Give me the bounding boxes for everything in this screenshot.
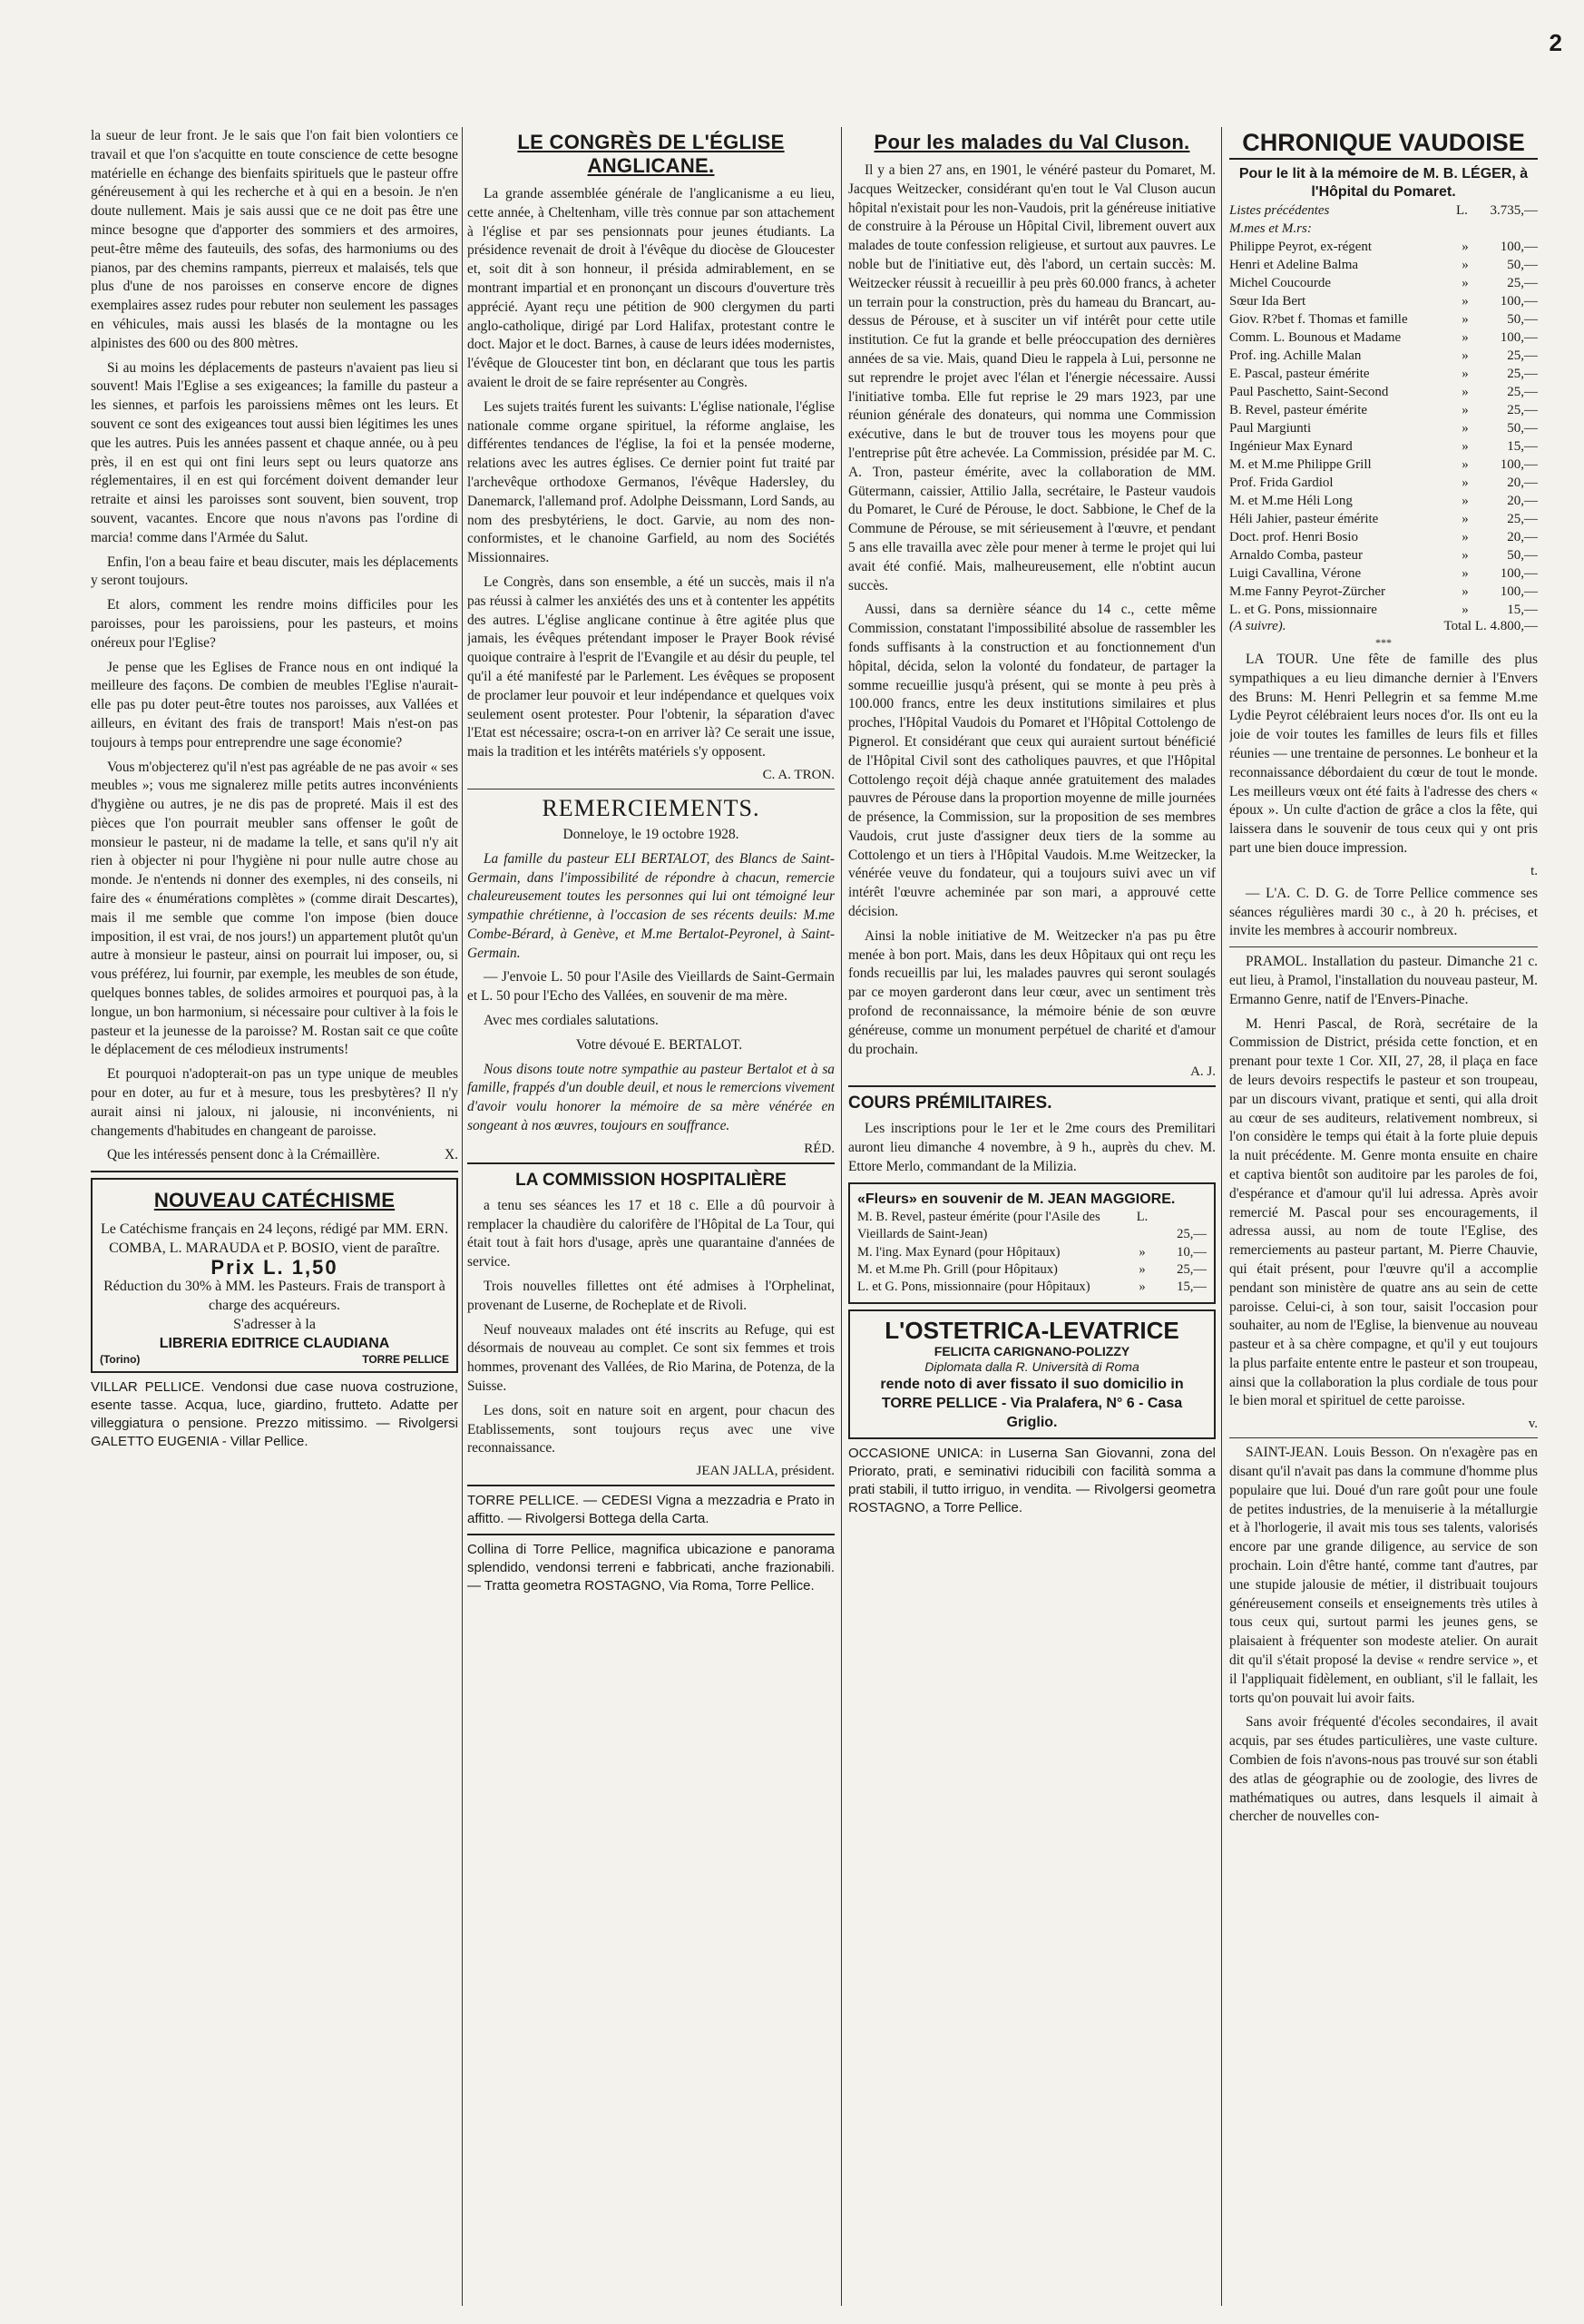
ditto-mark: » [1462, 530, 1469, 544]
divider [848, 1085, 1216, 1087]
ditto-mark: » [1462, 512, 1469, 526]
section-title: LA COMMISSION HOSPITALIÈRE [515, 1170, 787, 1190]
donor-name: Paul Margiunti [1229, 421, 1312, 436]
donor-row [1229, 492, 1538, 510]
divider [467, 1485, 835, 1486]
column-rule [1221, 127, 1222, 2306]
ditto-mark: » [1462, 439, 1469, 454]
section-title: REMERCIEMENTS. [542, 794, 760, 821]
paragraph: Ainsi la noble initiative de M. Weitzecker n'a pas pu être menée à bon port. Mais, dans les deux Hôpitaux qui ont reçu les fonds recueillis par lui, les malades pauvres qui seront soulagés par ce moyen garderont dans leur cœur, avec un sentiment très profond de reconnaissance, la mémoire bénie de son œuvre généreuse, comme un monument perpétuel de charité et d'amour du prochain. [848, 927, 1216, 1057]
amount: 25,— [1507, 385, 1538, 399]
amount: 100,— [1500, 294, 1538, 309]
paragraph: Et pourquoi n'adopterait-on pas un type unique de meubles pour en doter, au fur et à mesure, tous les presbytères? Il n'y aurait ainsi ni jaloux, ni jalousie, ni inconvénients, ni changements d'habitudes en changeant de paroisse. [91, 1066, 458, 1139]
paragraph: Le Congrès, dans son ensemble, a été un succès, mais il n'a pas réussi à calmer les anxiétés des uns et à contenter les appétits des autres. L'église anglicane continue à être agitée plus que jamais, les évêques prétendant imposer le Prayer Book révisé quoique contraire à l'esprit de l'Evangile et au désir du peuple, tel qu'il a été manifesté par le Parlement. Les évêques se proposent de proclamer leur pouvoir et leur indépendance et quelques voix seulement osent protester. Pour l'obtenir, la séparation d'avec l'Etat est nécessaire; oscra-t-on en arriver là? Ce serait une issue, mais la tradition et les intérêts matériels s'y opposent. [467, 574, 835, 760]
paragraph: Enfin, l'on a beau faire et beau discuter, mais les déplacements y seront toujours. [91, 554, 458, 589]
ditto-mark: » [1462, 457, 1469, 472]
donor-name: E. Pascal, pasteur émérite [1229, 367, 1370, 381]
donor-name: M. et M.me Héli Long [1229, 494, 1353, 508]
donor-row [1229, 347, 1538, 365]
paragraph: Si au moins les déplacements de pasteurs n'avaient pas lieu si souvent! Mais l'Eglise a ses exigeances; la famille du pasteur a les siennes, et parfois les paroissiens mêmes ont les leurs. Et souvent ce sont des exigeances tout aussi bien légitimes les unes que les autres. Puis les années passent et chaque année, ou à peu près, il en est qui ont fini leurs sept ou leurs quatorze ans réglementaires, il en est qui forcément doivent demander leur retraite et ainsi les paroisses sont souvent, bien souvent, trop souvent, vacantes. Encore que nous n'avons pas l'ordine di marcia! comme dans l'Armée du Salut. [91, 359, 458, 545]
paragraph: a tenu ses séances les 17 et 18 c. Elle a dû pourvoir à remplacer la chaudière du calorifère de l'Hôpital de La Tour, qui était tout à fait hors d'usage, après une quarantaine d'années de service. [467, 1197, 835, 1270]
paragraph: Votre dévoué E. BERTALOT. [575, 1036, 743, 1053]
city-right: TORRE PELLICE [362, 1353, 449, 1367]
donor-row [1229, 328, 1538, 347]
section-title: COURS PRÉMILITAIRES. [848, 1093, 1052, 1113]
donation-list [1229, 201, 1538, 619]
to-follow: (A suivre). [1229, 619, 1286, 633]
ditto-mark: » [1462, 276, 1469, 290]
amount: 50,— [1507, 312, 1538, 327]
donation-row [857, 1209, 1207, 1244]
paragraph: LA TOUR. Une fête de famille des plus sympathiques a eu lieu dimanche dernier à l'Envers des Bruns: M. Henri Pellegrin et sa femme M.me Lydie Peyrot célébraient leurs noces d'or. Ils ont eu la joie de voir toutes les familles de leurs fils et filles réunies — une trentaine de personnes. Le bonheur et la reconnaissance débordaient du cœur de tout le monde. Les meilleurs vœux ont été faits à l'adresse des chers « époux ». Un culte d'action de grâce a clos la fête, qui laissera dans le souvenir de tous ceux qui y ont pris part une bien douce impression. [1229, 652, 1538, 856]
donor-row [1229, 601, 1538, 619]
donor-row [1229, 437, 1538, 456]
column-1 [91, 127, 458, 2306]
ad-title: L'OSTETRICA-LEVATRICE [885, 1316, 1179, 1344]
amount: 15,— [1507, 603, 1538, 617]
total [1443, 619, 1538, 634]
amount: 50,— [1507, 421, 1538, 436]
donor-name: Prof. Frida Gardiol [1229, 476, 1334, 490]
page-number: 2 [1549, 29, 1562, 56]
amount: 50,— [1507, 548, 1538, 563]
ad-text: S'adresser à la [233, 1317, 316, 1333]
ditto-mark: » [1462, 476, 1469, 490]
currency: » [1139, 1280, 1146, 1295]
closing-text: Que les intéressés pensent donc à la Crémaillère. [107, 1147, 380, 1163]
ditto-mark: » [1462, 603, 1469, 617]
donor-name: Prof. ing. Achille Malan [1229, 348, 1362, 363]
ad-price: Prix L. 1,50 [210, 1256, 338, 1280]
paragraph [91, 1146, 458, 1165]
paragraph: Trois nouvelles fillettes ont été admises à l'Orphelinat, provenant de Luserne, de Rocheplate et de Rivoli. [467, 1279, 835, 1313]
donor-name: Sœur Ida Bert [1229, 294, 1306, 309]
donor-row [1229, 256, 1538, 274]
donor-row [1229, 510, 1538, 528]
donor-name: Arnaldo Comba, pasteur [1229, 548, 1364, 563]
donor-name: B. Revel, pasteur émérite [1229, 403, 1368, 417]
paragraph: Vous m'objecterez qu'il n'est pas agréable de ne pas avoir « ses meubles »; vous me signalerez mille petits autres inconvénients d'hygiène ou autres, je ne dis pas de propreté. Mais il est des pièces que l'on pourrait meubler sans offenser le goût de monsieur le pasteur, ni de madame la telle, et sans qu'il n'y ait rien à objecter ni pour l'hygiène ni pour nulle autre chose au monde. Je n'entends ni donner des exemples, ni des conseils, ni faire des « énumérations complètes » (comme dirait Descartes), mais il me semble que comme l'on impose (bien douce imposition, il est vrai, de nos jours!) un appartement plutôt qu'un autre à monsieur le pasteur, ainsi on pourrait lui imposer, ou, si vous préférez, lui fournir, par exemple, les meubles de son étude, quelques bonnes tables, de solides armoires et pourquoi pas, à la longue, un bon harmonium, si nécessaire pour cultiver à la fois le pasteur et la jeunesse de la paroisse? M. Rostan sait ce que coûte le déplacement de ces mélodieux instruments! [91, 759, 458, 1058]
ditto-mark: » [1462, 584, 1469, 599]
donor-name: M. et M.me Philippe Grill [1229, 457, 1372, 472]
amount: 25,— [1507, 276, 1538, 290]
amount: 3.735,— [1490, 203, 1538, 218]
paragraph: La grande assemblée générale de l'anglicanisme a eu lieu, cette année, à Cheltenham, ville très connue par son attachement à l'église et par ses pensionnats pour jeunes étudiants. La présidence revenait de droit à l'évêque du diocèse de Gloucester et, soit dit à son honneur, il présida admirablement, en se montrant impartial et en prononçant un discours d'ouverture très apprécié. Ayant reçu une pétition de 900 clergymen du parti anglo-catholique, dirigé par Lord Halifax, protestant contre le doct. Major et le doct. Barnes, à cause de leurs idées modernistes, l'évêque de Gloucester tint bon, en déclarant que tous les partis avaient le droit de se faire représenter au Congrès. [467, 186, 835, 390]
amount: 25,— [1507, 512, 1538, 526]
signature: X. [445, 1147, 458, 1163]
signature: A. J. [1190, 1064, 1216, 1080]
total-label: Total L. [1443, 619, 1487, 633]
paragraph: Neuf nouveaux malades ont été inscrits au Refuge, qui est désormais de nouveau au complet. Ce sont six femmes et trois hommes, provenant des Vallées, de Rio Marina, de Potenza, de la Suisse. [467, 1321, 835, 1395]
list-label: M.mes et M.rs: [1229, 221, 1312, 236]
ditto-mark: » [1462, 403, 1469, 417]
donation-row [857, 1244, 1207, 1261]
paragraph: Avec mes cordiales salutations. [484, 1013, 659, 1029]
paragraph: SAINT-JEAN. Louis Besson. On n'exagère pas en disant qu'il n'avait pas dans la commune d'homme plus populaire que lui. Doué d'un rare goût pour une foule de petites industries, de la menuiserie à la métallurgie et à l'horlogerie, il avait mis tous ses talents, valorisés encore par une grande diligence, au service de son prochain. Loin d'être hanté, comme tant d'autres, par une stupide jalousie de métier, il distribuait toujours généreusement conseils et enseignements très utiles à tous ceux qui, surtout parmi les jeunes gens, se plaisaient à fréquenter son modeste atelier. On aurait dit qu'il s'était proposé la devise « rendre service », et il l'appliquait fidèlement, en oubliant, s'il le fallait, les torts qu'on pouvait lui avoir faits. [1229, 1445, 1538, 1706]
ditto-mark: » [1462, 258, 1469, 272]
ditto-mark: » [1462, 385, 1469, 399]
amount: 20,— [1507, 530, 1538, 544]
donor-row [1229, 474, 1538, 492]
ditto-mark: » [1462, 294, 1469, 309]
ditto-mark: » [1462, 240, 1469, 254]
divider [467, 1534, 835, 1535]
amount: 100,— [1500, 240, 1538, 254]
donor-row [1229, 401, 1538, 419]
paragraph: PRAMOL. Installation du pasteur. Dimanche 21 c. eut lieu, à Pramol, l'installation du nouveau pasteur, M. Ermanno Genre, natif de l'Envers-Pinache. [1229, 954, 1538, 1007]
column-rule [841, 127, 842, 2306]
donor-row [1229, 528, 1538, 546]
ditto-mark: » [1462, 421, 1469, 436]
currency: L. [1136, 1209, 1149, 1224]
paragraph: Et alors, comment les rendre moins difficiles pour les paroisses, pour les paroissiens, pour les pasteurs, et moins onéreux pour l'Eglise? [91, 597, 458, 651]
signature: t. [1530, 863, 1538, 878]
donor-name: Ingénieur Max Eynard [1229, 439, 1353, 454]
donor-name: M.me Fanny Peyrot-Zürcher [1229, 584, 1386, 599]
amount: 20,— [1507, 494, 1538, 508]
donor-row [1229, 419, 1538, 437]
list-row [1229, 220, 1538, 238]
paragraph: Aussi, dans sa dernière séance du 14 c., cette même Commission, constatant l'impossibilité absolue de rassembler les fonds suffisants à la construction et au fonctionnement d'un hôpital, décida, selon la volonté du fondateur, de partager la somme recueillie jusqu'à présent, qui se monte à peu près à 100.000 francs, entre les deux institutions similaires et plus proches, l'Hôpital Vaudois du Pomaret et l'Hôpital Cottolengo de Pignerol. Et considérant que ceux qui auraient surtout bénéficié de l'Hôpital Civil sont des catholiques pauvres, et que l'Hôpital Cottolengo reçoit déjà chaque année gratuitement des malades pauvres de Pérouse dans la proportion moyenne de mille journées de présence, la Commission, sur la proposition de ses membres Vaudois, crut juste d'assigner deux tiers de la somme au Cottolengo et un tiers à l'Hôpital Vaudois. M.me Weitzecker, la vénérée veuve du fondateur, qui a toujours suivi avec un vif intérêt l'œuvre acheminée par son mari, a approuvé cette décision. [848, 602, 1216, 920]
donor-name: Comm. L. Bounous et Madame [1229, 330, 1402, 345]
levatrice-ad [848, 1309, 1216, 1439]
column-2 [467, 127, 835, 2306]
fleurs-box [848, 1182, 1216, 1304]
donor-name: Giov. R?bet f. Thomas et famille [1229, 312, 1408, 327]
list-subtitle: Pour le lit à la mémoire de M. B. LÉGER, à l'Hôpital du Pomaret. [1238, 166, 1529, 200]
article-continuation: la sueur de leur front. Je le sais que l'on fait bien volontiers ce travail et que l'on s'acquitte en toute conscience de cette besogne matérielle en échange des bienfaits spirituels que le pasteur offre généreusement à qui les recherche et à qui en a besoin. Je n'en doute nullement. Mais je sais aussi que ce ne doit pas être une mince besogne que d'apporter des sommiers et des armoires, peut-être même des fauteuils, des sofas, des harmoniums ou des pianos, par des chemins rampants, pierreux et malaisés, tels que plus d'une de nos paroisses en conserve encore de dignes exemplaires assez rudes pour rebuter non seulement les passages en véhicules, mais aussi les blasés de la montagne ou les alpinistes des 600 ou des 800 mètres. [91, 128, 458, 351]
paragraph: Il y a bien 27 ans, en 1901, le vénéré pasteur du Pomaret, M. Jacques Weitzecker, considérant qu'en tout le Val Cluson aucun hôpital n'existait pour les non-Vaudois, prit la généreuse initiative de construire à la Pérouse un Hôpital Civil, librement ouvert aux malades de toute confession religieuse, et surtout aux pauvres. Le noble but de l'initiative eut, dès l'abord, un certain succès: M. Weitzecker réussit à recueillir à peu près 60.000 francs, à acheter un terrain pour la construction, près du hameau du Brancart, au-dessus de Pérouse, et à susciter un vif intérêt pour cette utile institution. Ce fut la grande et belle préoccupation des dernières années de sa vie. Mais, quand Dieu le rappela à Lui, personne ne sut reprendre le projet avec l'élan et l'énergie nécessaire. Aussi l'initiative tomba. Elle fut reprise le 29 mars 1923, par une réunion générale des donateurs, qui nomma une Commission exécutive, dans le but de trouver tous les moyens pour que l'entreprise pût être achevée. La Commission, présidée par M. C. A. Tron, pasteur émérite, avec la collaboration de MM. Gütermann, caissier, Attilio Jalla, secrétaire, le Pasteur vaudois du Pomaret, le Curé de Pérouse, le doct. Sabbione, le Chef de la Commune de Pérouse, se mit sérieusement à l'œuvre, et pendant 5 ans elle travailla avec zèle pour mener à terme le projet qui lui avait été confié. Mais, malheureusement, elle n'obtint aucun succès. [848, 162, 1216, 593]
ditto-mark: » [1462, 312, 1469, 327]
donor-row [1229, 583, 1538, 601]
amount: 100,— [1500, 566, 1538, 581]
classified-ad: VILLAR PELLICE. Vendonsi due case nuova costruzione, esente tasse. Acqua, luce, giardino, frutteto. Adatte per villeggiatura o pensione. Prezzo mitissimo. — Rivolgersi GALETTO EUGENIA - Villar Pellice. [91, 1379, 458, 1450]
dateline: Donneloye, le 19 octobre 1928. [562, 826, 739, 842]
paragraph: La famille du pasteur ELI BERTALOT, des Blancs de Saint-Germain, dans l'impossibilité de répondre à chacun, remercie chaleureusement toutes les personnes qui lui ont témoigné leur sympathie chrétienne, à l'occasion de ses récents deuils: M.me Combe-Bérard, à Genève, et M.me Bertalot-Peyronel, à Saint-Germain. [467, 850, 835, 961]
classified-ad: Collina di Torre Pellice, magnifica ubicazione e panorama splendido, vendonsi terreni e fabbricati, anche frazionabili. — Tratta geometra ROSTAGNO, Via Roma, Torre Pellice. [467, 1542, 835, 1594]
donor-label: M. l'ing. Max Eynard (pour Hôpitaux) [857, 1244, 1061, 1260]
currency: » [1139, 1244, 1146, 1260]
divider [1229, 1437, 1538, 1438]
divider [467, 1162, 835, 1164]
currency: » [1139, 1262, 1146, 1278]
ad-text: Le Catéchisme français en 24 leçons, rédigé par MM. ERN. COMBA, L. MARAUDA et P. BOSIO, vient de paraître. [101, 1221, 448, 1257]
separator-stars: *** [1375, 636, 1392, 649]
signature: RÉD. [804, 1141, 835, 1156]
amount: 100,— [1500, 584, 1538, 599]
donor-row [1229, 456, 1538, 474]
column-rule [462, 127, 463, 2306]
ad-title: NOUVEAU CATÉCHISME [153, 1189, 396, 1212]
signature: C. A. TRON. [762, 767, 835, 782]
amount: 15,— [1177, 1280, 1207, 1295]
column-4 [1229, 127, 1538, 2306]
donor-row [1229, 564, 1538, 583]
box-title: «Fleurs» en souvenir de M. JEAN MAGGIORE. [857, 1191, 1176, 1207]
donor-row [1229, 238, 1538, 256]
amount: 10,— [1177, 1244, 1207, 1260]
divider [1229, 946, 1538, 947]
currency: L. [1456, 203, 1468, 218]
classified-ad: OCCASIONE UNICA: in Luserna San Giovanni, zona del Priorato, prati, e seminativi riducibili con facilità somma a prati stabili, il tutto irriguo, in vendita. — Rivolgersi geometra ROSTAGNO, a Torre Pellice. [848, 1445, 1216, 1515]
catechism-ad [91, 1178, 458, 1373]
donation-row [857, 1279, 1207, 1296]
article-title: LE CONGRÈS DE L'ÉGLISE ANGLICANE. [517, 131, 785, 177]
paragraph: M. Henri Pascal, de Rorà, secrétaire de la Commission de District, présida cette fonction, et en prenant pour texte 1 Cor. XII, 27, 28, il plaça en face de leurs devoirs respectifs le pasteur et son troupeau, par un discours vivant, pratique et senti, qui alla droit au cœur de ses auditeurs, relativement nombreux, si l'on considère le temps qui était à la forte pluie depuis la nuit précédente. M. Genre monta ensuite en chaire et captiva bientôt son auditoire par les paroles de foi, d'espérance et d'amour qu'il lui adressa. Après avoir remercié M. Pascal pour ses encouragements, il adressa aussi, au nom de toute l'Eglise, des remerciements au pasteur partant, M. Pierre Chauvie, qui était présent, pour l'œuvre qu'il a accomplie pendant son ministère de quatre ans au sein de cette paroisse. Celui-ci, à son tour, saisit l'occasion pour souhaiter, au nom de l'Eglise, la bienvenue au nouveau pasteur et à sa chère compagne, et qu'il y eut toujours la plus parfaite entente entre le pasteur et son troupeau, ainsi que la collaboration la plus cordiale de tous pour le bien moral et spirituel de cette paroisse. [1229, 1015, 1538, 1409]
amount: 25,— [1177, 1227, 1207, 1242]
donor-name: Philippe Peyrot, ex-régent [1229, 240, 1373, 254]
amount: 100,— [1500, 330, 1538, 345]
donor-row [1229, 292, 1538, 310]
donor-row [1229, 274, 1538, 292]
paragraph: — J'envoie L. 50 pour l'Asile des Vieillards de Saint-Germain et L. 50 pour l'Echo des Vallées, en souvenir de ma mère. [467, 969, 835, 1005]
ditto-mark: » [1462, 494, 1469, 508]
donation-table [857, 1209, 1207, 1297]
donor-name: Doct. prof. Henri Bosio [1229, 530, 1359, 544]
donor-row [1229, 365, 1538, 383]
donor-label: L. et G. Pons, missionnaire (pour Hôpitaux) [857, 1280, 1090, 1295]
list-label: Listes précédentes [1229, 203, 1330, 218]
amount: 20,— [1507, 476, 1538, 490]
paragraph: Les sujets traités furent les suivants: L'église nationale, l'église nationale comme organe spirituel, la réforme anglaise, les différentes tendances de l'église, la foi et la pensée moderne, relations avec les autres églises. Ce dernier point fut traité par l'archevêque orthodoxe Germanos, l'évêque Hadersley, du Danemarck, l'allemand prof. Adolphe Deissmann, Lord Sands, au nom des presbytériens, le doct. Garvie, au nom des non-conformistes, et le chanoine Garfield, au nom des Sociétés Missionnaires. [467, 398, 835, 566]
amount: 25,— [1507, 348, 1538, 363]
ditto-mark: » [1462, 367, 1469, 381]
ditto-mark: » [1462, 348, 1469, 363]
classified-ad: TORRE PELLICE. — CEDESI Vigna a mezzadria e Prato in affitto. — Rivolgersi Bottega della Carta. [467, 1493, 835, 1527]
article-title: Pour les malades du Val Cluson. [874, 131, 1190, 153]
donor-row [1229, 310, 1538, 328]
donor-name: Luigi Cavallina, Vérone [1229, 566, 1362, 581]
donation-row [857, 1261, 1207, 1279]
paragraph: Sans avoir fréquenté d'écoles secondaires, il avait acquis, par ses études particulières, une vaste culture. Combien de fois n'avons-nous pas trouvé sur son établi des atlas de géographie ou de zoologie, des livres de mathématiques ou autres, dans lesquels il aimait à chercher de nouvelles con- [1229, 1714, 1538, 1825]
amount: 50,— [1507, 258, 1538, 272]
list-row [1229, 201, 1538, 220]
donor-name: Paul Paschetto, Saint-Second [1229, 385, 1389, 399]
amount: 25,— [1177, 1262, 1207, 1278]
paragraph: Nous disons toute notre sympathie au pasteur Bertalot et à sa famille, frappés d'un double deuil, et nous le remercions vivement d'avoir voulu honorer la mémoire de sa mère vénérée en songeant à nos œuvres, toujours en souffrance. [467, 1061, 835, 1134]
ad-name: FELICITA CARIGNANO-POLIZZY [934, 1343, 1130, 1358]
paragraph: — L'A. C. D. G. de Torre Pellice commence ses séances régulières mardi 30 c., à 20 h. précises, et invite les membres à accourir nombreux. [1229, 885, 1538, 939]
donor-name: Henri et Adeline Balma [1229, 258, 1359, 272]
signature: JEAN JALLA, président. [696, 1464, 835, 1479]
library-name: LIBRERIA EDITRICE CLAUDIANA [159, 1336, 390, 1352]
ad-text: Réduction du 30% à MM. les Pasteurs. Frais de transport à charge des acquéreurs. [103, 1279, 445, 1314]
donor-name: L. et G. Pons, missionnaire [1229, 603, 1377, 617]
city-left: (Torino) [100, 1353, 141, 1367]
divider [91, 1171, 458, 1172]
donor-name: Héli Jahier, pasteur émérite [1229, 512, 1379, 526]
donor-row [1229, 546, 1538, 564]
amount: 25,— [1507, 367, 1538, 381]
paragraph: Les inscriptions pour le 1er et le 2me cours des Premilitari auront lieu dimanche 4 novembre, à 9 h., auprès du chev. M. Ettore Merlo, commandant de la Milizia. [848, 1121, 1216, 1175]
ditto-mark: » [1462, 548, 1469, 563]
library-cities [100, 1353, 449, 1366]
list-total [1229, 619, 1538, 634]
donor-name: Michel Coucourde [1229, 276, 1332, 290]
ditto-mark: » [1462, 330, 1469, 345]
donor-label: M. B. Revel, pasteur émérite (pour l'Asile des Vieillards de Saint-Jean) [857, 1209, 1100, 1242]
paragraph: Les dons, soit en nature soit en argent, pour chacun des Etablissements, sont toujours reçus avec une vive reconnaissance. [467, 1402, 835, 1456]
donor-row [1229, 383, 1538, 401]
amount: 100,— [1500, 457, 1538, 472]
paragraph: Je pense que les Eglises de France nous en ont indiqué la meilleure des façons. De combien de meubles l'Eglise n'aurait-elle pas pu doter peut-être toutes nos paroisses, aux Vallées et ailleurs, en évitant des frais de transport! Mais n'est-on pas toujours à temps pour entreprendre une sage économie? [91, 659, 458, 750]
ad-text: rende noto di aver fissato il suo domicilio in TORRE PELLICE - Via Pralafera, N° 6 - Casa Griglio. [880, 1376, 1184, 1430]
total-amount: 4.800,— [1490, 619, 1538, 633]
section-title: CHRONIQUE VAUDOISE [1229, 127, 1538, 160]
ditto-mark: » [1462, 566, 1469, 581]
amount: 25,— [1507, 403, 1538, 417]
donor-label: M. et M.me Ph. Grill (pour Hôpitaux) [857, 1262, 1058, 1278]
ad-diploma: Diplomata dalla R. Università di Roma [924, 1358, 1139, 1374]
column-3 [848, 127, 1216, 2306]
signature: v. [1528, 1417, 1538, 1432]
amount: 15,— [1507, 439, 1538, 454]
